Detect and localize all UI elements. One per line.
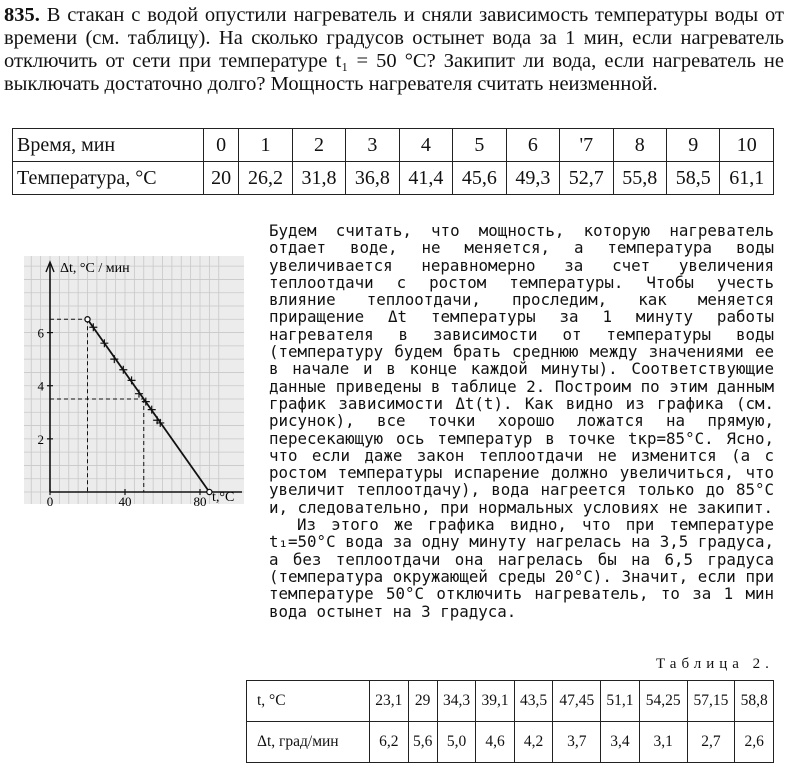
table1-row-label: Температура, °С xyxy=(13,162,204,195)
table1-cell: 3 xyxy=(346,129,399,162)
y-tick-label: 2 xyxy=(37,431,44,447)
table1-cell: 41,4 xyxy=(399,162,452,195)
table1-cell: 10 xyxy=(720,129,774,162)
table2-cell: 54,25 xyxy=(639,681,687,722)
table2-cell: 2,7 xyxy=(687,722,735,763)
table1-cell: 26,2 xyxy=(239,162,292,195)
x-tick-label: 40 xyxy=(118,494,132,509)
table2-row-label: Δt, град/мин xyxy=(247,722,370,763)
table2-row-label: t, °С xyxy=(247,681,370,722)
table2-cell: 3,7 xyxy=(553,722,601,763)
table1-cell: 0 xyxy=(204,129,239,162)
table2-cell: 47,45 xyxy=(553,681,601,722)
table2-cell: 29 xyxy=(408,681,437,722)
table2-cell: 43,5 xyxy=(514,681,553,722)
fit-line-start-marker xyxy=(85,317,90,322)
table2-cell: 4,6 xyxy=(476,722,515,763)
table2-cell: 6,2 xyxy=(370,722,409,763)
table1-cell: 36,8 xyxy=(346,162,399,195)
delta-t-graph xyxy=(16,250,256,512)
table1-cell: 6 xyxy=(506,129,559,162)
table2-cell: 5,0 xyxy=(437,722,476,763)
table1-row xyxy=(13,129,774,162)
table1-row xyxy=(13,162,774,195)
graph-y-axis-label: Δt, °С / мин xyxy=(60,261,130,276)
table1-cell: 1 xyxy=(239,129,292,162)
y-tick-label: 4 xyxy=(37,378,44,394)
table1-cell: 8 xyxy=(613,129,666,162)
table1-cell: 4 xyxy=(399,129,452,162)
table2-cell: 51,1 xyxy=(601,681,640,722)
table2-row xyxy=(247,681,774,722)
table2-cell: 2,6 xyxy=(735,722,774,763)
table2-cell: 34,3 xyxy=(437,681,476,722)
table2-row xyxy=(247,722,774,763)
table1-cell: 61,1 xyxy=(720,162,774,195)
solution-text xyxy=(269,222,774,620)
time-temperature-table xyxy=(12,128,774,195)
table1-cell: 31,8 xyxy=(292,162,345,195)
table1-cell: 55,8 xyxy=(613,162,666,195)
table1-cell: 52,7 xyxy=(560,162,613,195)
table2-body xyxy=(247,681,774,763)
temperature-increment-table xyxy=(246,680,774,763)
table1-cell: 2 xyxy=(292,129,345,162)
table2-cell: 4,2 xyxy=(514,722,553,763)
table2-cell: 23,1 xyxy=(370,681,409,722)
x-tick-label: 80 xyxy=(193,494,207,509)
table1-cell: '7 xyxy=(560,129,613,162)
solution-paragraph-1: Будем считать, что мощность, которую нагреватель отдает воде, не меняется, а температура воды увеличивается неравномерно за счет увеличения теплоотдачи с ростом температуры. Чтобы учесть влияние теплоотдачи, проследим, как меняется приращение Δt температуры за 1 минуту работы нагревателя в зависимости от температуры воды (температуру будем брать среднюю между значениями ее в начале и в конце каждой минуты). Соответствующие данные приведены в таблице 2. Построим по этим данным график зависимости Δt(t). Как видно из графика (см. рисунок), все точки хорошо ложатся на прямую, пересекающую ось температур в точке tкр=85°С. Ясно, что если даже закон теплоотдачи не изменится (а с ростом температуры испарение должно увеличиться, что увеличит теплоотдачу), вода нагреется только до 85°С и, следовательно, при нормальных условиях не закипит. xyxy=(269,221,774,517)
problem-text: В стакан с водой опустили нагреватель и сняли зависимость температуры воды от времени (см. таблицу). На сколько градусов остынет вода за 1 мин, если нагреватель отключить от сети при температуре t₁ = 50 °С? Закипит ли вода, если нагреватель не выключать достаточно долго? Мощность нагревателя считать неизменной. xyxy=(4,4,784,95)
x-tick-label: 0 xyxy=(46,494,54,509)
table1-cell: 49,3 xyxy=(506,162,559,195)
problem-statement xyxy=(4,4,784,96)
table1-cell: 20 xyxy=(204,162,239,195)
table1-row-label: Время, мин xyxy=(13,129,204,162)
table2-cell: 57,15 xyxy=(687,681,735,722)
table2-caption: Таблица 2. xyxy=(656,656,774,672)
table2-cell: 5,6 xyxy=(408,722,437,763)
graph-x-axis-label: t,°С xyxy=(212,490,235,505)
table2-cell: 58,8 xyxy=(735,681,774,722)
table2-cell: 3,4 xyxy=(601,722,640,763)
problem-number: 835. xyxy=(4,4,40,26)
table2-cell: 3,1 xyxy=(639,722,687,763)
table1-body xyxy=(13,129,774,195)
solution-paragraph-2: Из этого же графика видно, что при температуре t₁=50°С вода за одну минуту нагрелась на 3,5 градуса, а без теплоотдачи она нагрелась бы на 6,5 градуса (температура окружающей среды 20°С). Значит, если при температуре 50°С отключить нагреватель, то за 1 мин вода остынет на 3 градуса. xyxy=(269,515,774,621)
table1-cell: 45,6 xyxy=(453,162,506,195)
table1-cell: 5 xyxy=(453,129,506,162)
table2-cell: 39,1 xyxy=(476,681,515,722)
table1-cell: 58,5 xyxy=(666,162,719,195)
table1-cell: 9 xyxy=(666,129,719,162)
y-tick-label: 6 xyxy=(37,325,44,341)
